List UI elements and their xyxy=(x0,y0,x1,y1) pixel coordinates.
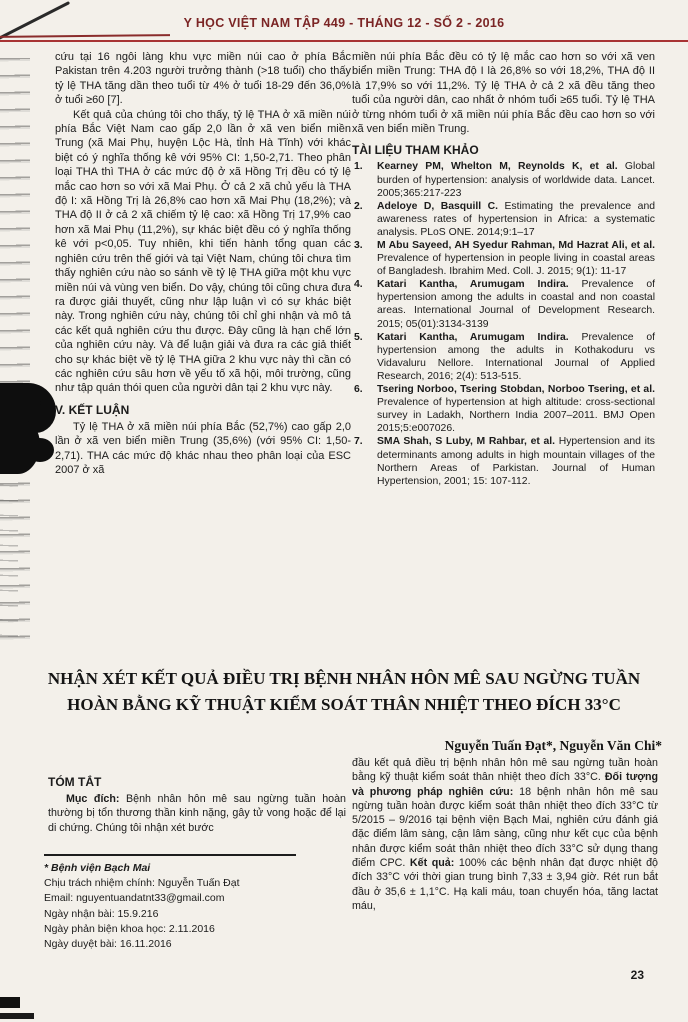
reference-number: 4. xyxy=(354,279,363,291)
footnote-rule xyxy=(44,854,296,856)
reference-authors: Katari Kantha, Arumugam Indira. xyxy=(377,331,569,343)
page-number: 23 xyxy=(630,968,644,982)
reference-text: Global burden of hypertension: analysis of worldwide data. Lancet. 2005;365:217-223 xyxy=(377,161,655,199)
reference-item xyxy=(352,383,655,435)
reference-number: 5. xyxy=(354,331,363,343)
references-right-column xyxy=(352,50,655,488)
footnote-line: Chịu trách nhiệm chính: Nguyễn Tuấn Đạt xyxy=(44,877,240,890)
article-authors: Nguyễn Tuấn Đạt*, Nguyễn Văn Chi* xyxy=(444,738,662,753)
reference-authors: Adeloye D, Basquill C. xyxy=(377,200,499,212)
reference-text: Prevalence of hypertension among the adults in Kothakoduru vs Vidavaluru Nellore. International Journal of Applied Research, 2016; 2(4): 513-515. xyxy=(377,331,655,382)
references-heading: TÀI LIỆU THAM KHẢO xyxy=(352,143,479,158)
footnote-affiliation: * Bệnh viện Bạch Mai xyxy=(44,862,151,874)
abstract-left-column xyxy=(48,768,346,835)
reference-text: Prevalence of hypertension in people living in coastal areas of Bangladesh. Ibrahim Med. Coll. J. 2015; 9(1): 11-17 xyxy=(377,253,655,278)
reference-number: 7. xyxy=(354,436,363,448)
footnote-line: Email: nguyentuandatnt33@gmail.com xyxy=(44,892,225,905)
reference-number: 6. xyxy=(354,384,363,396)
ink-blob-artifact xyxy=(40,398,54,408)
discussion-paragraph-2: Kết quả của chúng tôi cho thấy, tỷ lệ THA ở xã miền núi phía Bắc Việt Nam cao gấp 2,0 lần ở xã ven biển miền Trung (xã Mai Phụ, huyện Lộc Hà, tỉnh Hà Tĩnh) với khác biệt có ý nghĩa thống kê với 95% CI: 1,50-2,71. Theo phân loại THA thì THA ở các mức độ ở xã Hồng Trị đều có tỷ lệ mắc cao hơn so với xã Mai Phụ. Ở cả 2 xã chủ yếu là THA độ I: xã Hồng Trị là 26,8% cao hơn xã Mai Phụ (18,2%); và THA độ II ở cả 2 xã chiếm tỷ lệ cao: xã Hồng Trị 17,9% cao hơn xã Mai Phụ (11,2%), sự khác biệt đều có ý nghĩa thống kê với p<0,05. Tuy nhiên, khi tiến hành tổng quan các nghiên cứu trên thế giới và tại Việt Nam, chúng tôi chưa tìm thấy nghiên cứu nào so sánh về tỷ lệ THA giữa một khu vực miền núi và vùng ven biển. Do vậy, chúng tôi cũng chưa đưa ra được giải thuyết, cũng như lập luận vì có sự khác biệt này. Trong nghiên cứu này, chúng tôi chỉ ghi nhận và mô tả các kết quả nghiên cứu thu được. Đây cũng là hạn chế lớn của nghiên cứu này. Và để luận giải và đưa ra các giả thiết cho sự khác biệt về tỷ lệ THA giữa 2 khu vực này thì cần có các nghiên cứu sâu hơn về yếu tố xã hội, môi trường, cũng như tập quán thói quen của người dân tại 2 khu vực này. xyxy=(55,108,351,395)
reference-authors: Kearney PM, Whelton M, Reynolds K, et al. xyxy=(377,161,618,173)
references-list xyxy=(352,160,655,487)
abstract-methods-label: Đối tượng và phương pháp nghiên cứu: xyxy=(352,771,658,798)
abstract-text-segment: 100% các bệnh nhân đạt được nhiệt độ đích 33°C với thời gian trung bình 7,33 ± 3,94 giờ. Rét run bắt đầu ở 35,6 ± 1,1°C. Hạ kali máu, toan chuyển hóa, tăng lactat máu, xyxy=(352,857,658,912)
margin-bleedthrough-artifact-2 xyxy=(0,470,18,640)
header-rule xyxy=(0,40,688,42)
discussion-left-column xyxy=(55,50,351,477)
reference-authors: M Abu Sayeed, AH Syedur Rahman, Md Hazrat Ali, et al. xyxy=(377,240,655,251)
abstract-text-segment: đầu kết quả điều trị bệnh nhân hôn mê sau ngừng tuần hoàn bằng kỹ thuật kiểm soát thân nhiệt theo đích 33°C. xyxy=(352,757,658,784)
conclusion-heading: V. KẾT LUẬN xyxy=(55,402,130,417)
abstract-text-segment: 18 bệnh nhân hôn mê sau ngừng tuần hoàn được kiểm soát thân nhiệt theo đích 33°C từ 5/2015 – 9/2016 tại bệnh viện Bạch Mai, nghiên cứu đánh giá đặc điểm lâm sàng, cận lâm sàng, cũng như kết cục của bệnh nhân được kiểm soát thân nhiệt theo đích 33°C sử dụng thang điểm CPC. xyxy=(352,785,658,870)
abstract-purpose-text: Bệnh nhân hôn mê sau ngừng tuần hoàn thường bị tổn thương thần kinh nặng, gây tử vong hoặc để lại di chứng. Chúng tôi nhận xét bước xyxy=(48,793,346,834)
reference-number: 2. xyxy=(354,200,363,212)
reference-item xyxy=(352,278,655,330)
reference-item xyxy=(352,239,655,278)
reference-text: Prevalence of hypertension among the adults in coastal and non coastal areas. International Journal of Development Research. 2015; 05(01):3134-3139 xyxy=(377,279,655,330)
reference-item xyxy=(352,435,655,487)
abstract-continued-paragraph xyxy=(352,756,658,913)
footnote-line: Ngày nhận bài: 15.9.216 xyxy=(44,907,159,920)
article-title: NHẬN XÉT KẾT QUẢ ĐIỀU TRỊ BỆNH NHÂN HÔN MÊ SAU NGỪNG TUẦN HOÀN BẰNG KỸ THUẬT KIỂM SOÁT THÂN NHIỆT THEO ĐÍCH 33°C xyxy=(47,669,641,714)
reference-number: 3. xyxy=(354,240,363,251)
footnote-line: Ngày phản biện khoa học: 2.11.2016 xyxy=(44,922,215,935)
article-footnote xyxy=(44,854,344,952)
reference-authors: Katari Kantha, Arumugam Indira. xyxy=(377,279,569,291)
reference-authors: Tsering Norboo, Tsering Stobdan, Norboo Tsering, et al. xyxy=(377,384,655,396)
reference-item xyxy=(352,200,655,239)
conclusion-paragraph: Tỷ lệ THA ở xã miền núi phía Bắc (52,7%) cao gấp 2,0 lần ở xã ven biển miền Trung (35,6%) (với 95% CI: 1,50-2,71). THA các mức độ khác nhau theo phân loại của ESC 2007 ở xã xyxy=(55,420,351,476)
reference-text: Estimating the prevalence and awareness rates of hypertension in Africa: a systematic analysis. PLoS ONE. 2014;9:1–17 xyxy=(377,200,655,238)
corner-ink-mark xyxy=(0,1013,34,1019)
reference-text: Prevalence of hypertension at high altitude: cross-sectional survey in Ladakh, Northern India 2007–2011. BMJ Open 2015;5:e007026. xyxy=(377,397,655,435)
abstract-right-column xyxy=(352,756,658,913)
footnote-line: Ngày duyệt bài: 16.11.2016 xyxy=(44,938,172,951)
conclusion-continued-paragraph: miền núi phía Bắc đều có tỷ lệ mắc cao hơn so với xã ven biển miền Trung: THA độ I là 26,8% so với 18,2%, THA độ II là 17,9% so với 11,2%. Tỷ lệ THA ở cả 2 xã đều tăng theo tuổi của người dân, cao nhất ở nhóm tuổi ≥65 tuổi. Tỷ lệ THA ở từng nhóm tuổi ở xã miền núi phía Bắc đều cao hơn so với xã ven biển miền Trung. xyxy=(352,51,655,136)
reference-item xyxy=(352,160,655,199)
abstract-purpose-paragraph xyxy=(48,792,346,835)
abstract-purpose-label: Mục đích: xyxy=(66,793,120,805)
ink-blob-artifact xyxy=(26,438,54,462)
header-rule-segment xyxy=(0,34,170,38)
reference-authors: SMA Shah, S Luby, M Rahbar, et al. xyxy=(377,436,556,448)
discussion-paragraph-1: cứu tại 16 ngôi làng khu vực miền núi cao ở phía Bắc Pakistan trên 4.203 người trưởng thành (>18 tuổi) cho thấy tỷ lệ THA tăng dần theo tuổi từ 4% ở tuổi 18-29 đến 36,0% ở tuổi ≥60 [7]. xyxy=(55,51,351,107)
reference-text: Hypertension and its determinants among adults in high mountain villages of the Northern Areas of Parkistan. Journal of Human Hypertension, 2001; 15: 107-112. xyxy=(377,436,655,487)
corner-ink-mark xyxy=(0,997,20,1008)
reference-item xyxy=(352,331,655,383)
abstract-results-label: Kết quả: xyxy=(409,857,455,870)
abstract-heading: TÓM TẮT xyxy=(48,775,102,789)
reference-number: 1. xyxy=(354,161,363,173)
journal-running-head: Y HỌC VIỆT NAM TẬP 449 - THÁNG 12 - SỐ 2 - 2016 xyxy=(183,16,505,30)
